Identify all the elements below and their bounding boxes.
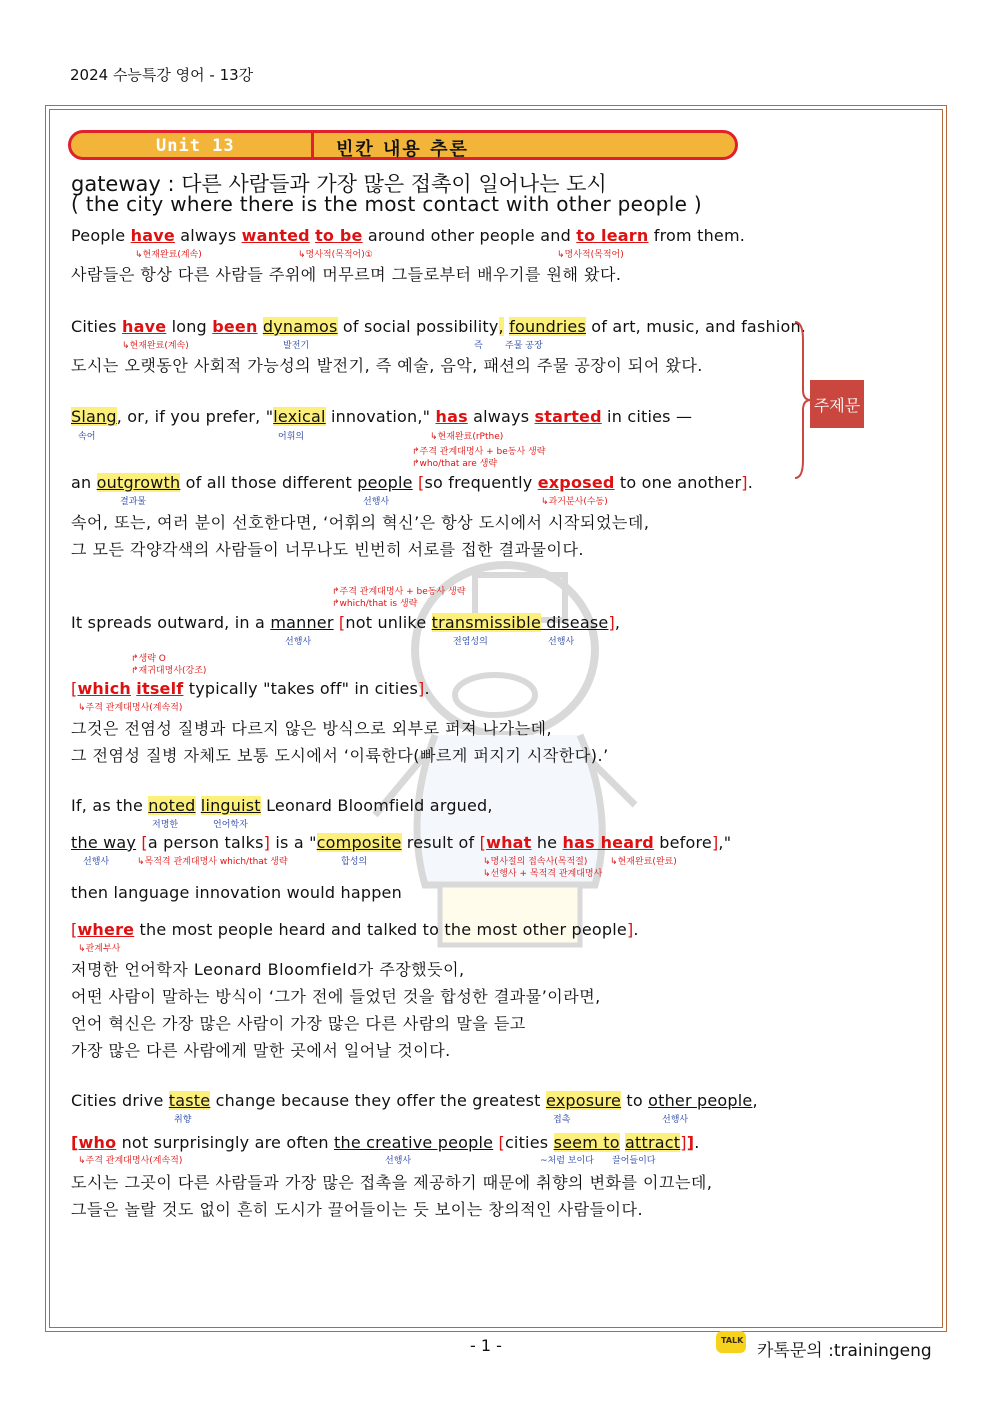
p5-note: ↳선행사 + 목적격 관계대명사 <box>483 869 603 879</box>
p4-en2: [which itself typically "takes off" in cities]. <box>71 679 430 698</box>
p2-note: ↳현재완료(계속) <box>122 341 189 351</box>
p5-gloss: 합성의 <box>341 857 368 867</box>
p3-note: ↳현재완료(rPthe) <box>430 432 504 442</box>
p3-note: ↳과거분사(수동) <box>541 497 608 507</box>
p4-gloss: 선행사 <box>548 637 575 647</box>
p5-note: ↳명사절의 접속사(목적절) <box>483 857 588 867</box>
page-number: - 1 - <box>470 1336 502 1355</box>
p4-note: ↱생략 O <box>131 654 166 664</box>
p4-en: It spreads outward, in a manner [not unlike transmissible disease], <box>71 613 621 632</box>
p3-note: ↱주격 관계대명사 + be동사 생략 <box>412 447 546 457</box>
p5-ko: 어떤 사람이 말하는 방식이 ‘그가 전에 들었던 것을 합성한 결과물’이라면, <box>71 987 601 1006</box>
p5-note: ↳목적격 관계대명사 which/that 생략 <box>137 857 288 867</box>
p4-note: ↱재귀대명사(강조) <box>131 666 207 676</box>
p5-en3: then language innovation would happen <box>71 883 402 902</box>
p4-gloss: 전염성의 <box>453 637 488 647</box>
p5-note: ↳관계부사 <box>78 944 121 954</box>
p4-gloss: 선행사 <box>285 637 312 647</box>
p6-gloss: 접촉 <box>553 1115 571 1125</box>
p5-en2: the way [a person talks] is a "composite result of [what he has heard before]," <box>71 833 732 852</box>
p6-gloss: 끌어들이다 <box>612 1156 656 1166</box>
p2-gloss: 즉 <box>474 341 483 351</box>
p4-ko: 그 전염성 질병 자체도 보통 도시에서 ‘이륙한다(빠르게 퍼지기 시작한다).’ <box>71 746 609 765</box>
kakaotalk-icon <box>716 1331 746 1353</box>
unit-banner <box>68 130 738 160</box>
p3-gloss: 속어 <box>78 432 96 442</box>
p3-en: Slang, or, if you prefer, "lexical innovation," has always started in cities — <box>71 407 693 426</box>
p6-gloss: ~처럼 보이다 <box>540 1156 594 1166</box>
gateway-subtitle: ( the city where there is the most contact with other people ) <box>71 192 703 216</box>
p6-ko: 그들은 놀랄 것도 없이 흔히 도시가 끌어들이는 듯 보이는 창의적인 사람들이다. <box>71 1200 644 1219</box>
p2-en: Cities have long been dynamos of social possibility, foundries of art, music, and fashion. <box>71 317 807 336</box>
p1-note: ↳현재완료(계속) <box>135 250 202 260</box>
p1-note: ↳명사적(목적어)① <box>298 250 373 260</box>
p3-ko: 속어, 또는, 여러 분이 선호한다면, ‘어휘의 혁신’은 항상 도시에서 시작되었는데, <box>71 513 650 532</box>
p5-note: ↳현재완료(완료) <box>610 857 677 867</box>
p4-ko: 그것은 전염성 질병과 다르지 않은 방식으로 외부로 퍼져 나가는데, <box>71 719 553 738</box>
p2-gloss: 발전기 <box>283 341 310 351</box>
p2-gloss: 주물 공장 <box>505 341 543 351</box>
p6-en2: [who not surprisingly are often the creative people [cities seem to attract]]. <box>71 1133 700 1152</box>
unit-label: Unit 13 <box>156 136 235 156</box>
kakao-contact: 카톡문의 :trainingeng <box>757 1341 932 1361</box>
p2-ko: 도시는 오랫동안 사회적 가능성의 발전기, 즉 예술, 음악, 패션의 주물 공장이 되어 왔다. <box>71 356 703 375</box>
p3-ko: 그 모든 각양각색의 사람들이 너무나도 빈번히 서로를 접한 결과물이다. <box>71 540 584 559</box>
p3-note: ↱who/that are 생략 <box>412 459 498 469</box>
p6-ko: 도시는 그곳이 다른 사람들과 가장 많은 접촉을 제공하기 때문에 취향의 변화를 이끄는데, <box>71 1173 713 1192</box>
p3-gloss: 어휘의 <box>278 432 305 442</box>
p4-note: ↳주격 관계대명사(계속적) <box>78 703 183 713</box>
p5-en: If, as the noted linguist Leonard Bloomfield argued, <box>71 796 493 815</box>
p5-en4: [where the most people heard and talked to the most other people]. <box>71 920 639 939</box>
p5-gloss: 저명한 <box>152 820 179 830</box>
p6-gloss: 선행사 <box>662 1115 689 1125</box>
p5-gloss: 언어학자 <box>213 820 248 830</box>
p4-note: ↱주격 관계대명사 + be동사 생략 <box>332 587 466 597</box>
p5-gloss: 선행사 <box>83 857 110 867</box>
p5-ko: 가장 많은 다른 사람에게 말한 곳에서 일어날 것이다. <box>71 1041 451 1060</box>
banner-divider <box>311 130 314 160</box>
p6-en: Cities drive taste change because they offer the greatest exposure to other people, <box>71 1091 758 1110</box>
p1-en: People have always wanted to be around other people and to learn from them. <box>71 226 746 245</box>
p4-note: ↱which/that is 생략 <box>332 599 418 609</box>
p3-gloss: 선행사 <box>363 497 390 507</box>
page-header: 2024 수능특강 영어 - 13강 <box>70 66 254 84</box>
topic-sentence-label: 주제문 <box>810 380 864 428</box>
p6-gloss: 취향 <box>174 1115 192 1125</box>
p5-ko: 언어 혁신은 가장 많은 사람이 가장 많은 다른 사람의 말을 듣고 <box>71 1014 526 1033</box>
p6-note: ↳주격 관계대명사(계속적) <box>78 1156 183 1166</box>
talk-label: TALK <box>721 1336 744 1345</box>
p3-gloss: 결과물 <box>120 497 147 507</box>
p3-en2: an outgrowth of all those different people [so frequently exposed to one another]. <box>71 473 754 492</box>
p1-ko: 사람들은 항상 다른 사람들 주위에 머무르며 그들로부터 배우기를 원해 왔다. <box>71 265 622 284</box>
unit-title: 빈칸 내용 추론 <box>336 139 469 160</box>
p1-note: ↳명사적(목적어) <box>557 250 624 260</box>
gateway-title: gateway : 다른 사람들과 가장 많은 접촉이 일어나는 도시 <box>71 172 607 196</box>
p5-ko: 저명한 언어학자 Leonard Bloomfield가 주장했듯이, <box>71 960 465 979</box>
p6-gloss: 선행사 <box>385 1156 412 1166</box>
